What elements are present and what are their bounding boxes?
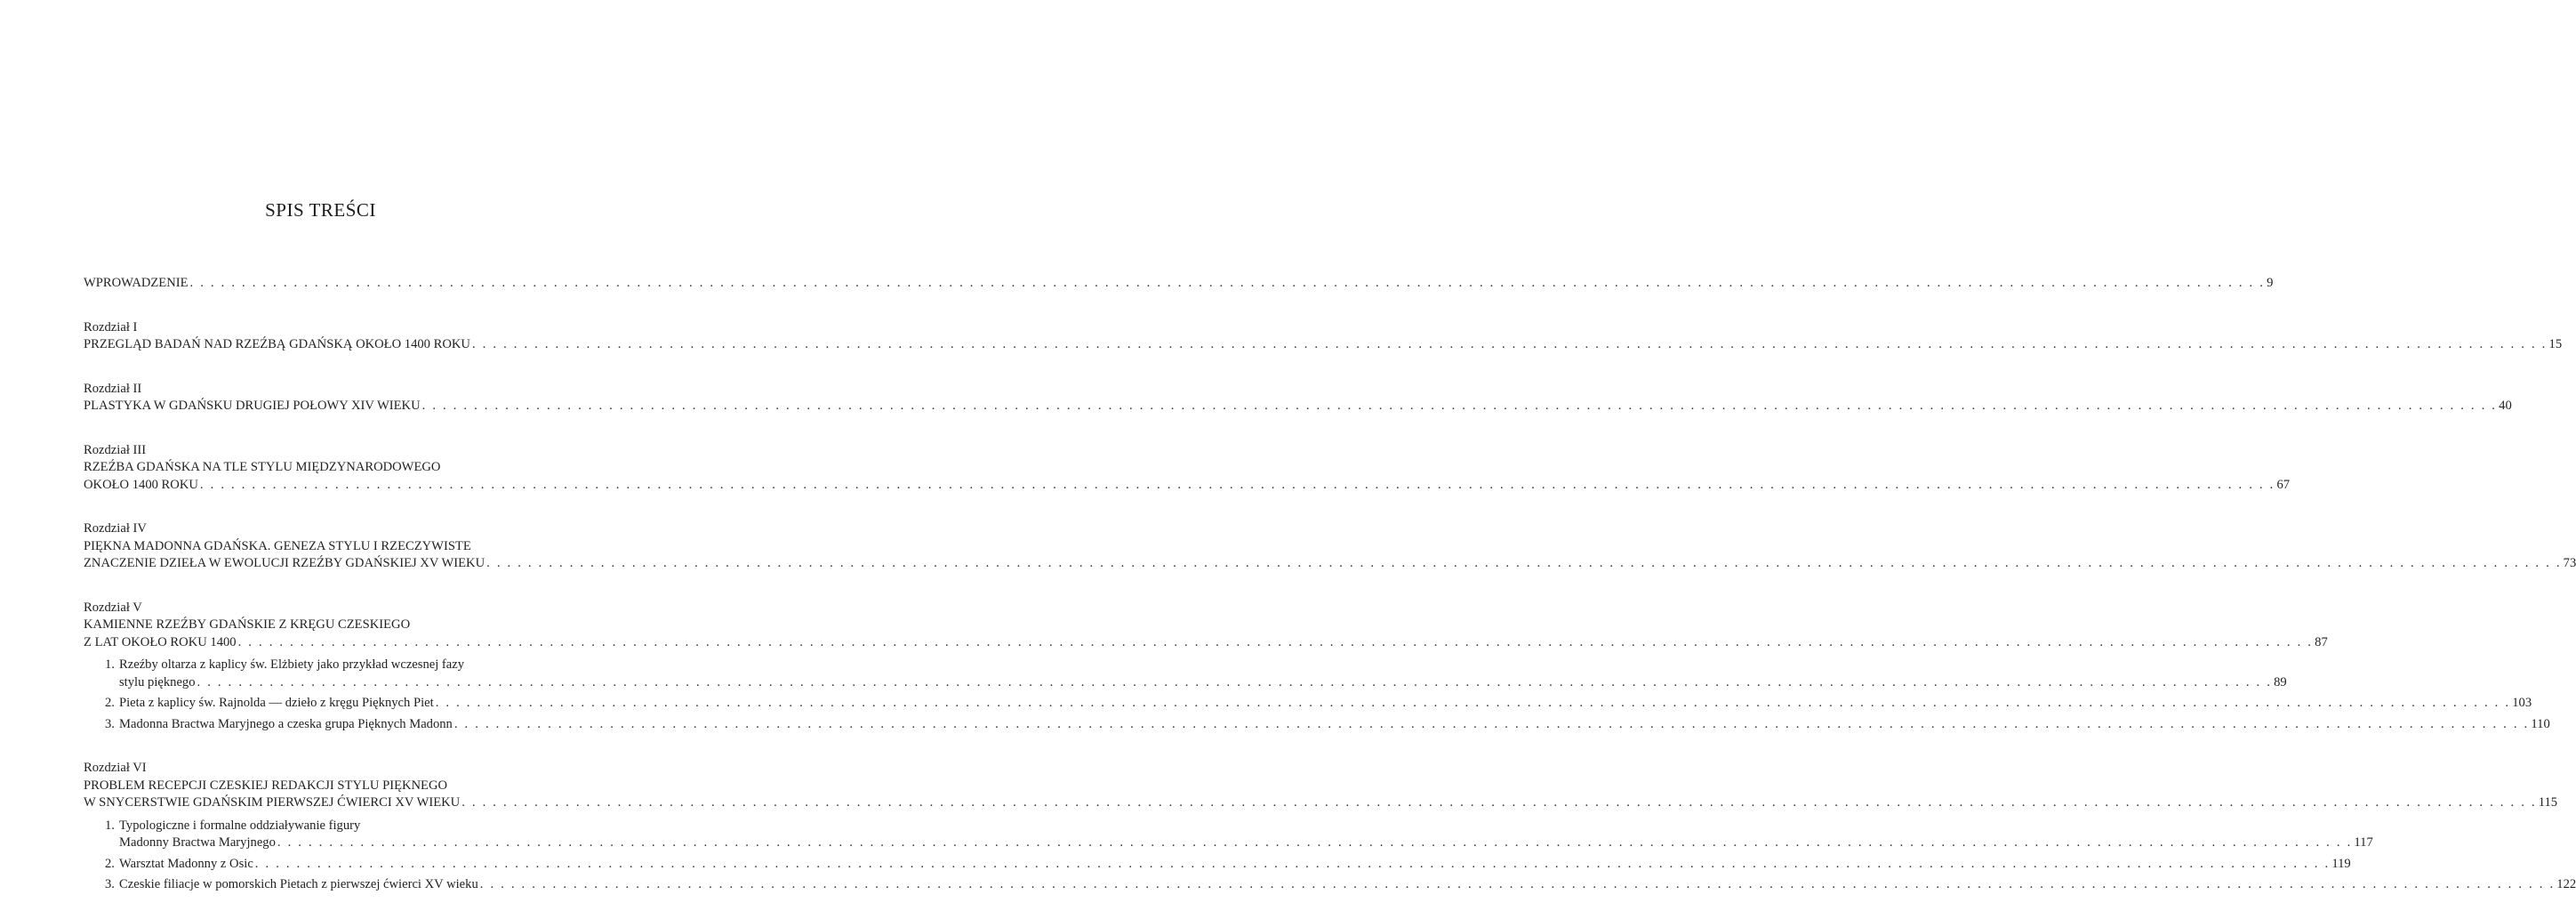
subsection-body [119, 856, 2351, 874]
chapter-title-line: PROBLEM RECEPCJI CZESKIEJ REDAKCJI STYLU PIĘKNEGO [84, 778, 448, 793]
toc-entry[interactable] [84, 381, 2512, 415]
chapter-title-text: Z LAT OKOŁO ROKU 1400 [84, 634, 237, 649]
page-number: 115 [2538, 795, 2558, 810]
page-number: 117 [2354, 835, 2373, 850]
page-number: 119 [2331, 856, 2351, 871]
leader-dots: . . . . . . . . . . . . . . . . . . . . . . . . . . . . . . . . . . . . . . . . . . . . . . . . . . . . . . . . . . . . . . . . . . . . . . . . . . . . . . . . . . . . . . . . . . . . . . . . . . . . . . . . . . . . . . . . . . . . . . . . . . . . . . . . . . . . . . . . . . . . . . . . . . . . . . . . . . . . . . . . . . . . . . . . . . . . . . . . . . . . . . . . . . . . . . . . . . . . . . . . [199, 477, 2275, 492]
subsection-item[interactable] [105, 818, 2373, 852]
leader-dots: . . . . . . . . . . . . . . . . . . . . . . . . . . . . . . . . . . . . . . . . . . . . . . . . . . . . . . . . . . . . . . . . . . . . . . . . . . . . . . . . . . . . . . . . . . . . . . . . . . . . . . . . . . . . . . . . . . . . . . . . . . . . . . . . . . . . . . . . . . . . . . . . . . . . . . . . . . . . . . . . . . . . . . . . . . . . . . . . . . . . . . . . . . . . . . . . . . . . . . . . [197, 674, 2273, 689]
chapter-title-text: WPROWADZENIE [84, 276, 189, 290]
toc-entry[interactable] [84, 760, 2576, 894]
subsection-body [119, 876, 2576, 894]
chapter-title-line [84, 634, 2328, 652]
leader-dots: . . . . . . . . . . . . . . . . . . . . . . . . . . . . . . . . . . . . . . . . . . . . . . . . . . . . . . . . . . . . . . . . . . . . . . . . . . . . . . . . . . . . . . . . . . . . . . . . . . . . . . . . . . . . . . . . . . . . . . . . . . . . . . . . . . . . . . . . . . . . . . . . . . . . . . . . . . . . . . . . . . . . . . . . . . . . . . . . . . . . . . . . . . . . . . . . . . . . . . . . [461, 795, 2537, 810]
subsection-number: 3. [105, 877, 115, 891]
subsection-title-text: Pieta z kaplicy św. Rajnolda — dzieło z kręgu Pięknych Piet [119, 696, 434, 710]
subsection-title-line [119, 674, 2287, 692]
leader-dots: . . . . . . . . . . . . . . . . . . . . . . . . . . . . . . . . . . . . . . . . . . . . . . . . . . . . . . . . . . . . . . . . . . . . . . . . . . . . . . . . . . . . . . . . . . . . . . . . . . . . . . . . . . . . . . . . . . . . . . . . . . . . . . . . . . . . . . . . . . . . . . . . . . . . . . . . . . . . . . . . . . . . . . . . . . . . . . . . . . . . . . . . . . . . . . . . . . . . . . . . [421, 399, 2498, 413]
subsection-number: 1. [105, 657, 115, 672]
subsection-item[interactable] [105, 876, 2576, 894]
leader-dots: . . . . . . . . . . . . . . . . . . . . . . . . . . . . . . . . . . . . . . . . . . . . . . . . . . . . . . . . . . . . . . . . . . . . . . . . . . . . . . . . . . . . . . . . . . . . . . . . . . . . . . . . . . . . . . . . . . . . . . . . . . . . . . . . . . . . . . . . . . . . . . . . . . . . . . . . . . . . . . . . . . . . . . . . . . . . . . . . . . . . . . . . . . . . . . . . . . . . . . . . [254, 856, 2331, 871]
subsection-title-line [119, 834, 2373, 852]
page-title: SPIS TREŚCI [265, 199, 376, 221]
chapter-title-text: PLASTYKA W GDAŃSKU DRUGIEJ POŁOWY XIV WIEKU [84, 399, 421, 413]
chapter-label: Rozdział III [84, 442, 147, 457]
subsection-title-line [119, 716, 2550, 734]
subsection-item[interactable] [105, 716, 2550, 734]
subsection-title-line [119, 695, 2532, 713]
page-number: 110 [2531, 716, 2550, 731]
subsection-body [119, 695, 2532, 713]
leader-dots: . . . . . . . . . . . . . . . . . . . . . . . . . . . . . . . . . . . . . . . . . . . . . . . . . . . . . . . . . . . . . . . . . . . . . . . . . . . . . . . . . . . . . . . . . . . . . . . . . . . . . . . . . . . . . . . . . . . . . . . . . . . . . . . . . . . . . . . . . . . . . . . . . . . . . . . . . . . . . . . . . . . . . . . . . . . . . . . . . . . . . . . . . . . . . . . . . . . . . . . . [471, 337, 2548, 351]
leader-dots: . . . . . . . . . . . . . . . . . . . . . . . . . . . . . . . . . . . . . . . . . . . . . . . . . . . . . . . . . . . . . . . . . . . . . . . . . . . . . . . . . . . . . . . . . . . . . . . . . . . . . . . . . . . . . . . . . . . . . . . . . . . . . . . . . . . . . . . . . . . . . . . . . . . . . . . . . . . . . . . . . . . . . . . . . . . . . . . . . . . . . . . . . . . . . . . . . . . . . . . . [189, 276, 2266, 290]
subsection-list [105, 818, 2576, 894]
leader-dots: . . . . . . . . . . . . . . . . . . . . . . . . . . . . . . . . . . . . . . . . . . . . . . . . . . . . . . . . . . . . . . . . . . . . . . . . . . . . . . . . . . . . . . . . . . . . . . . . . . . . . . . . . . . . . . . . . . . . . . . . . . . . . . . . . . . . . . . . . . . . . . . . . . . . . . . . . . . . . . . . . . . . . . . . . . . . . . . . . . . . . . . . . . . . . . . . . . . . . . . . [237, 634, 2314, 649]
page-number: 122 [2556, 877, 2576, 891]
subsection-number: 2. [105, 696, 115, 710]
subsection-title-text: Madonna Bractwa Maryjnego a czeska grupa Pięknych Madonn [119, 716, 453, 731]
chapter-label: Rozdział V [84, 600, 142, 615]
subsection-body [119, 818, 2373, 852]
leader-dots: . . . . . . . . . . . . . . . . . . . . . . . . . . . . . . . . . . . . . . . . . . . . . . . . . . . . . . . . . . . . . . . . . . . . . . . . . . . . . . . . . . . . . . . . . . . . . . . . . . . . . . . . . . . . . . . . . . . . . . . . . . . . . . . . . . . . . . . . . . . . . . . . . . . . . . . . . . . . . . . . . . . . . . . . . . . . . . . . . . . . . . . . . . . . . . . . . . . . . . . . [277, 835, 2353, 850]
page-number: 103 [2512, 696, 2532, 710]
subsection-item[interactable] [105, 657, 2287, 691]
page-number: 67 [2276, 477, 2291, 492]
subsection-body [119, 657, 2287, 691]
page-number: 89 [2274, 674, 2287, 689]
toc-entry[interactable] [84, 275, 2274, 293]
chapter-title-line [84, 275, 2274, 293]
chapter-title-line: KAMIENNE RZEŹBY GDAŃSKIE Z KRĘGU CZESKIEGO [84, 617, 411, 632]
chapter-title-line [84, 477, 2291, 495]
toc-entry[interactable] [84, 442, 2291, 495]
subsection-title-text: Czeskie filiacje w pomorskich Pietach z pierwszej ćwierci XV wieku [119, 877, 478, 891]
page-number: 9 [2267, 276, 2274, 290]
subsection-title-line [119, 876, 2576, 894]
subsection-item[interactable] [105, 856, 2351, 874]
leader-dots: . . . . . . . . . . . . . . . . . . . . . . . . . . . . . . . . . . . . . . . . . . . . . . . . . . . . . . . . . . . . . . . . . . . . . . . . . . . . . . . . . . . . . . . . . . . . . . . . . . . . . . . . . . . . . . . . . . . . . . . . . . . . . . . . . . . . . . . . . . . . . . . . . . . . . . . . . . . . . . . . . . . . . . . . . . . . . . . . . . . . . . . . . . . . . . . . . . . . . . . . [479, 877, 2556, 891]
page-number: 15 [2548, 337, 2563, 351]
toc-entry[interactable] [84, 520, 2576, 573]
chapter-title-line [84, 398, 2512, 415]
page-number: 87 [2315, 634, 2328, 649]
subsection-item[interactable] [105, 695, 2532, 713]
subsection-title-text: Warsztat Madonny z Osic [119, 856, 253, 871]
subsection-title-text: stylu pięknego [119, 674, 196, 689]
subsection-title-line: Typologiczne i formalne oddziaływanie figury [119, 818, 361, 833]
leader-dots: . . . . . . . . . . . . . . . . . . . . . . . . . . . . . . . . . . . . . . . . . . . . . . . . . . . . . . . . . . . . . . . . . . . . . . . . . . . . . . . . . . . . . . . . . . . . . . . . . . . . . . . . . . . . . . . . . . . . . . . . . . . . . . . . . . . . . . . . . . . . . . . . . . . . . . . . . . . . . . . . . . . . . . . . . . . . . . . . . . . . . . . . . . . . . . . . . . . . . . . . [453, 716, 2530, 731]
leader-dots: . . . . . . . . . . . . . . . . . . . . . . . . . . . . . . . . . . . . . . . . . . . . . . . . . . . . . . . . . . . . . . . . . . . . . . . . . . . . . . . . . . . . . . . . . . . . . . . . . . . . . . . . . . . . . . . . . . . . . . . . . . . . . . . . . . . . . . . . . . . . . . . . . . . . . . . . . . . . . . . . . . . . . . . . . . . . . . . . . . . . . . . . . . . . . . . . . . . . . . . . [486, 556, 2562, 570]
table-of-contents [84, 275, 2576, 894]
chapter-title-text: OKOŁO 1400 ROKU [84, 477, 198, 492]
toc-entry[interactable] [84, 600, 2550, 734]
chapter-label: Rozdział IV [84, 521, 147, 536]
chapter-title-text: W SNYCERSTWIE GDAŃSKIM PIERWSZEJ ĆWIERCI XV WIEKU [84, 795, 461, 810]
chapter-title-line: RZEŹBA GDAŃSKA NA TLE STYLU MIĘDZYNARODOWEGO [84, 460, 441, 474]
page-number: 73 [2563, 556, 2576, 570]
subsection-title-line [119, 856, 2351, 874]
chapter-title-line [84, 336, 2563, 354]
subsection-number: 2. [105, 856, 115, 871]
chapter-title-text: ZNACZENIE DZIEŁA W EWOLUCJI RZEŹBY GDAŃSKIEJ XV WIEKU [84, 556, 486, 570]
chapter-title-line [84, 794, 2558, 812]
subsection-title-line: Rzeźby oltarza z kaplicy św. Elżbiety jako przykład wczesnej fazy [119, 657, 465, 672]
chapter-title-text: PRZEGLĄD BADAŃ NAD RZEŹBĄ GDAŃSKĄ OKOŁO 1400 ROKU [84, 337, 470, 351]
chapter-title-line [84, 555, 2576, 573]
subsection-title-text: Madonny Bractwa Maryjnego [119, 835, 276, 850]
subsection-number: 1. [105, 818, 115, 833]
leader-dots: . . . . . . . . . . . . . . . . . . . . . . . . . . . . . . . . . . . . . . . . . . . . . . . . . . . . . . . . . . . . . . . . . . . . . . . . . . . . . . . . . . . . . . . . . . . . . . . . . . . . . . . . . . . . . . . . . . . . . . . . . . . . . . . . . . . . . . . . . . . . . . . . . . . . . . . . . . . . . . . . . . . . . . . . . . . . . . . . . . . . . . . . . . . . . . . . . . . . . . . . [435, 696, 2511, 710]
chapter-label: Rozdział II [84, 381, 142, 396]
toc-entry[interactable] [84, 319, 2563, 354]
page-number: 40 [2499, 399, 2512, 413]
subsection-number: 3. [105, 716, 115, 731]
chapter-label: Rozdział I [84, 319, 138, 335]
chapter-label: Rozdział VI [84, 761, 147, 775]
subsection-list [105, 657, 2550, 733]
subsection-body [119, 716, 2550, 734]
chapter-title-line: PIĘKNA MADONNA GDAŃSKA. GENEZA STYLU I RZECZYWISTE [84, 538, 471, 553]
